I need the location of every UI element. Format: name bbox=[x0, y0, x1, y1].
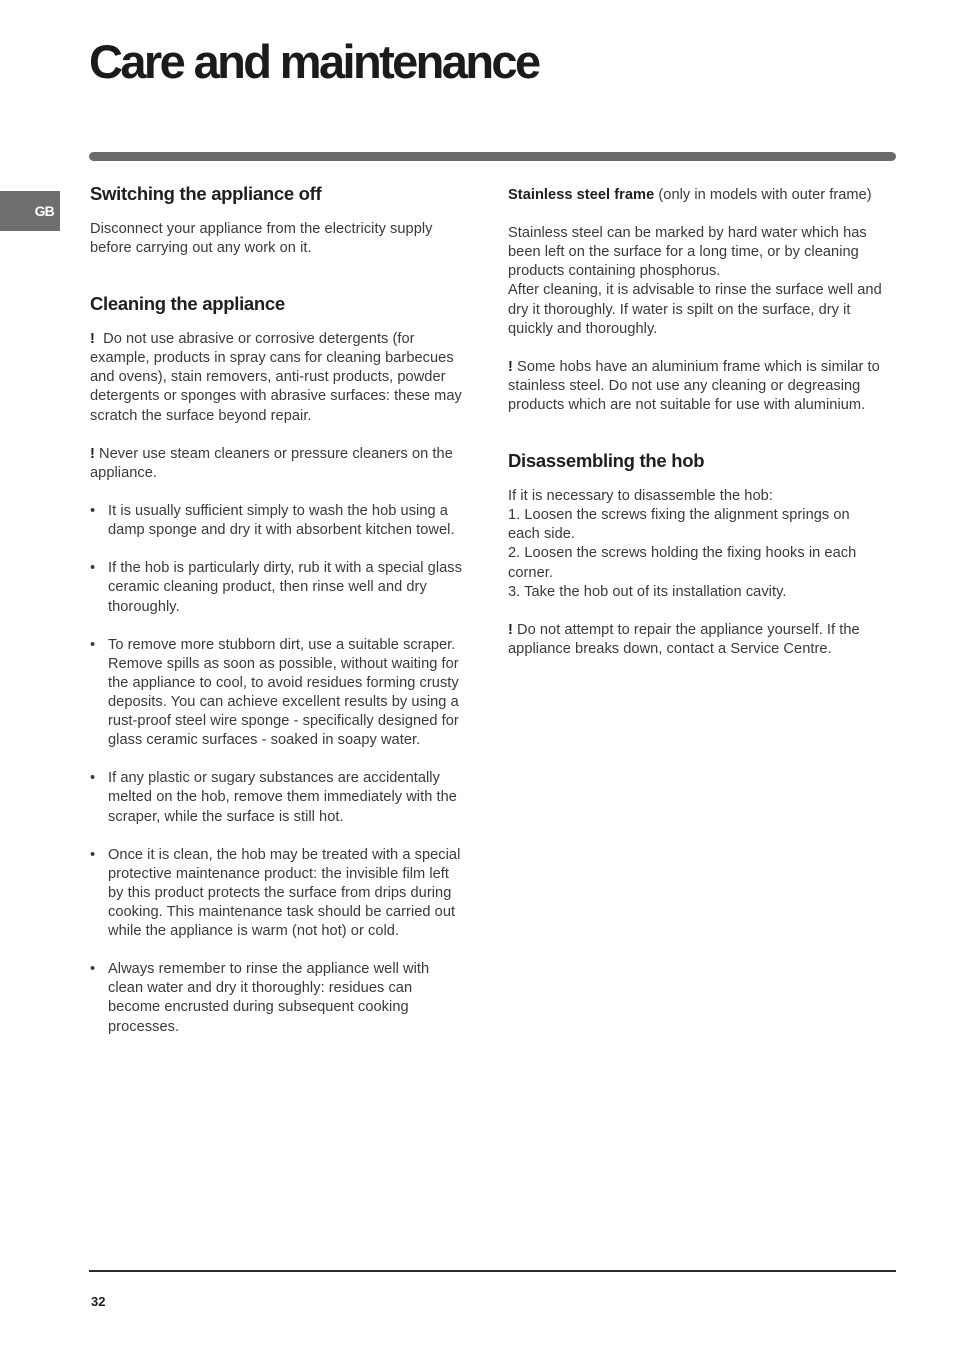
title-divider bbox=[89, 152, 896, 161]
cleaning-warning-2-text: Never use steam cleaners or pressure cleaners on the appliance. bbox=[90, 445, 453, 481]
cleaning-heading: Cleaning the appliance bbox=[90, 293, 285, 315]
stainless-steel-para-2: After cleaning, it is advisable to rinse the surface well and dry it thoroughly. If water is spilt on the surface, dry it quickly and thoroughly. bbox=[508, 282, 882, 337]
disassembling-intro: If it is necessary to disassemble the hob: bbox=[508, 488, 773, 505]
disassembling-heading: Disassembling the hob bbox=[508, 450, 705, 472]
list-item: • If any plastic or sugary substances are accidentally melted on the hob, remove them immediately with the scraper, while the surface is still hot. bbox=[90, 769, 462, 826]
warning-mark: ! bbox=[508, 621, 513, 638]
disassembling-step: 1. Loosen the screws fixing the alignment springs on each side. bbox=[508, 507, 850, 543]
list-item: • Always remember to rinse the appliance well with clean water and dry it thoroughly: residues can become encrusted during subsequent cooking processes. bbox=[90, 960, 462, 1036]
page-number: 32 bbox=[91, 1294, 106, 1309]
stainless-steel-warning bbox=[508, 358, 883, 415]
switching-off-text: Disconnect your appliance from the electricity supply before carrying out any work on it. bbox=[90, 221, 433, 257]
stainless-steel-note: (only in models with outer frame) bbox=[658, 187, 872, 203]
left-column bbox=[90, 181, 462, 1037]
warning-mark: ! bbox=[90, 331, 95, 348]
warning-mark: ! bbox=[508, 358, 513, 375]
disassembling-warning bbox=[508, 621, 883, 659]
disassembling-step: 3. Take the hob out of its installation cavity. bbox=[508, 583, 787, 600]
cleaning-bullet-list bbox=[90, 502, 462, 1037]
right-column bbox=[508, 181, 883, 659]
disassembling-warning-text: Do not attempt to repair the appliance yourself. If the appliance breaks down, contact a Service Centre. bbox=[508, 621, 860, 657]
switching-off-heading: Switching the appliance off bbox=[90, 183, 322, 204]
language-tab: GB bbox=[0, 191, 60, 231]
stainless-steel-label: Stainless steel frame bbox=[508, 187, 655, 203]
footer-divider bbox=[89, 1270, 896, 1272]
stainless-steel-intro bbox=[508, 186, 883, 205]
list-item: • To remove more stubborn dirt, use a suitable scraper. Remove spills as soon as possible, without waiting for the appliance to cool, to avoid residues forming crusty deposits. You can achieve excellent results by using a rust-proof steel wire sponge - specifically designed for glass ceramic surfaces - soaked in soapy water. bbox=[90, 636, 462, 751]
cleaning-warning-1-text: Do not use abrasive or corrosive detergents (for example, products in spray cans for cleaning barbecues and ovens), stain removers, anti-rust products, powder detergents or sponges with abrasive surfaces: these may scratch the surface beyond repair. bbox=[90, 331, 462, 424]
warning-mark: ! bbox=[90, 445, 95, 462]
stainless-steel-para-1: Stainless steel can be marked by hard water which has been left on the surface for a long time, or by cleaning products containing phosphorus. bbox=[508, 225, 867, 280]
list-item: • Once it is clean, the hob may be treated with a special protective maintenance product: the invisible film left by this product protects the surface from drips during cooking. This maintenance task should be carried out while the appliance is warm (not hot) or cold. bbox=[90, 846, 462, 941]
cleaning-warning-1 bbox=[90, 330, 462, 425]
stainless-steel-warning-text: Some hobs have an aluminium frame which is similar to stainless steel. Do not use any cleaning or degreasing products which are not suitable for use with aluminium. bbox=[508, 358, 880, 414]
list-item: • It is usually sufficient simply to wash the hob using a damp sponge and dry it with absorbent kitchen towel. bbox=[90, 502, 462, 540]
disassembling-step: 2. Loosen the screws holding the fixing hooks in each corner. bbox=[508, 545, 857, 581]
list-item: • If the hob is particularly dirty, rub it with a special glass ceramic cleaning product, then rinse well and dry thoroughly. bbox=[90, 559, 462, 616]
page-title: Care and maintenance bbox=[89, 35, 539, 88]
cleaning-warning-2 bbox=[90, 445, 462, 483]
